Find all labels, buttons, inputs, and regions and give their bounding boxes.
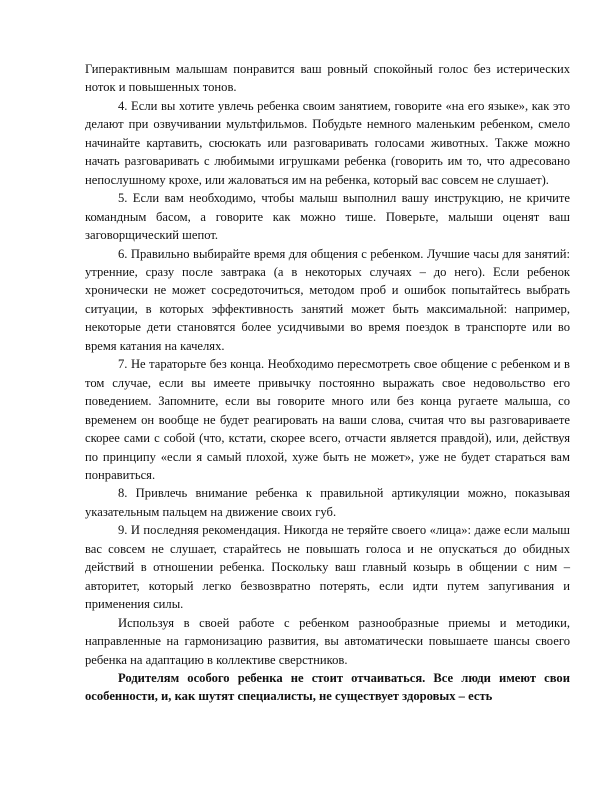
paragraph-tip-6: 6. Правильно выбирайте время для общения с ребенком. Лучшие часы для занятий: утренние, сразу после завтрака (а в некоторых случаях – до него). Если ребенок хронически не может сосредоточиться, методом проб и ошибок попытайтесь выбрать ситуации, в которых эффективность занятий может быть максимальной: например, некоторые дети становятся более усидчивыми во время поездок в транспорте или во время катания на качелях. <box>85 246 570 353</box>
paragraph-tip-7: 7. Не тараторьте без конца. Необходимо пересмотреть свое общение с ребенком и в том случае, если вы имеете привычку постоянно выражать свое недовольство его поведением. Запомните, если вы говорите много или без конца ругаете малыша, со временем он вообще не будет реагировать на ваши слова, считая что вы разговариваете скорее сами с собой (что, кстати, скорее всего, отчасти является правдой), или, действуя по принципу «если я самый плохой, хуже быть не может», уже не будет стараться вам понравиться. <box>85 357 570 482</box>
paragraph-tip-4: 4. Если вы хотите увлечь ребенка своим занятием, говорите «на его языке», как это делают при озвучивании мультфильмов. Побудьте немного маленьким ребенком, смело начинайте картавить, сюсюкать или разговаривать голосами животных. Также можно начать разговаривать с любимыми игрушками ребенка (говорить им то, что адресовано непослушному крохе, или жаловаться им на ребенка, который вас совсем не слушает). <box>85 98 570 187</box>
document-page <box>85 60 570 706</box>
paragraph-closing <box>85 669 570 706</box>
closing-bold-text: Родителям особого ребенка не стоит отчаиваться. Все люди имеют свои особенности, и, как шутят специалисты, не существует здоровых – есть <box>85 670 570 704</box>
paragraph-tip-5: 5. Если вам необходимо, чтобы малыш выполнил вашу инструкцию, не кричите командным басом, а говорите как можно тише. Поверьте, малыши оценят ваш заговорщический шепот. <box>85 191 570 243</box>
paragraph-intro: Гиперактивным малышам понравится ваш ровный спокойный голос без истерических ноток и повышенных тонов. <box>85 62 570 95</box>
paragraph-conclusion: Используя в своей работе с ребенком разнообразные приемы и методики, направленные на гармонизацию развития, вы автоматически повышаете шансы своего ребенка на адаптацию в коллективе сверстников. <box>85 615 570 667</box>
paragraph-tip-9: 9. И последняя рекомендация. Никогда не теряйте своего «лица»: даже если малыш вас совсем не слушает, старайтесь не повышать голоса и не опускаться до обидных действий в отношении ребенка. Поскольку ваш главный козырь в общении с ним – авторитет, который легко безвозвратно потерять, если идти путем запугивания и применения силы. <box>85 523 570 612</box>
paragraph-tip-8: 8. Привлечь внимание ребенка к правильной артикуляции можно, показывая указательным пальцем на движение своих губ. <box>85 486 570 519</box>
